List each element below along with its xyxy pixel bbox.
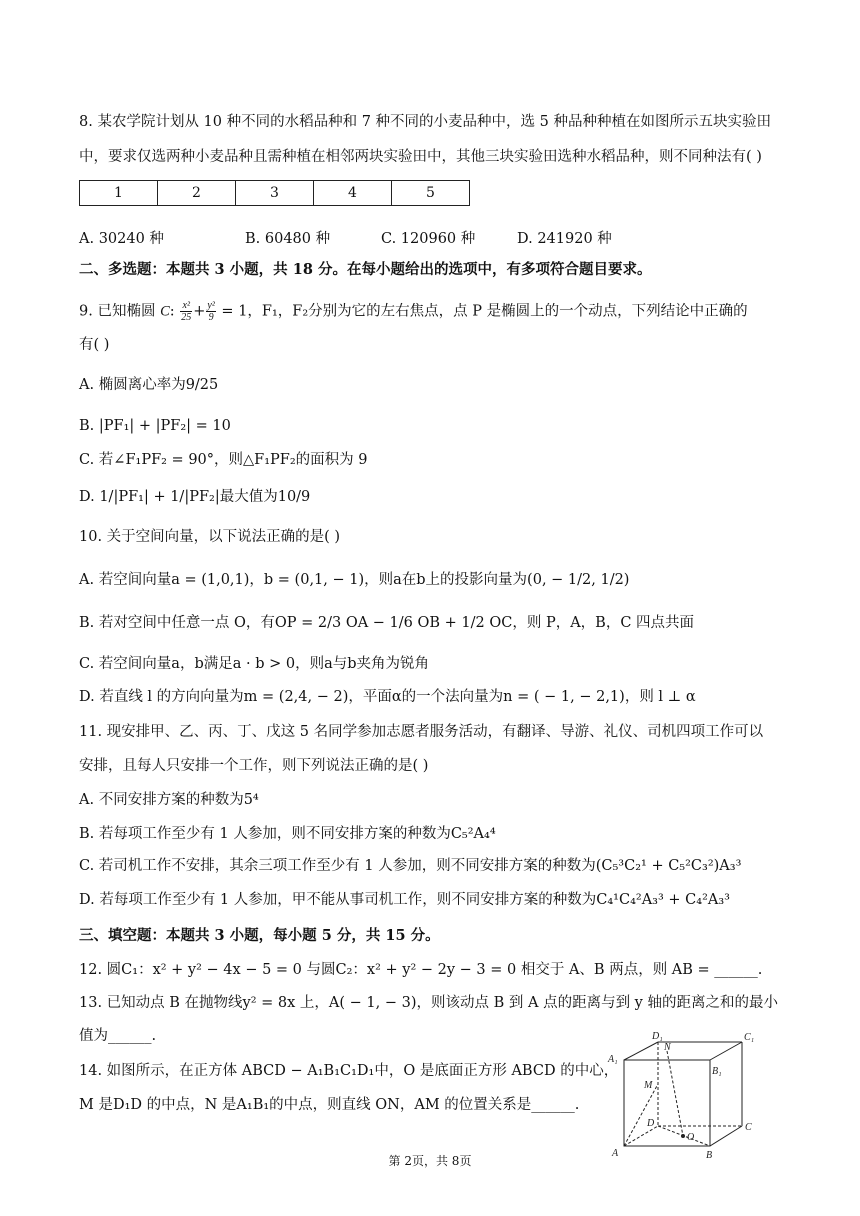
segment-on <box>667 1051 683 1136</box>
q10-option-b: B. 若对空间中任意一点 O，有OP = 2/3 OA − 1/6 OB + 1/2 OC，则 P，A，B，C 四点共面 <box>79 615 695 631</box>
field-3: 3 <box>236 181 314 205</box>
cube-edge-b1c1 <box>710 1042 742 1060</box>
field-1: 1 <box>80 181 158 205</box>
q11-option-b: B. 若每项工作至少有 1 人参加，则不同安排方案的种数为C₅²A₄⁴ <box>79 826 496 842</box>
q10-stem: 10. 关于空间向量，以下说法正确的是( ) <box>79 529 341 545</box>
cube-front-face <box>624 1060 710 1146</box>
label-c: C <box>745 1122 752 1133</box>
page-footer: 第 2页，共 8页 <box>388 1154 472 1168</box>
q8-options <box>79 227 779 247</box>
field-2: 2 <box>158 181 236 205</box>
q8-option-b: B. 60480 种 <box>245 231 331 247</box>
q9-stem-line2: 有( ) <box>79 337 110 353</box>
q10-option-a: A. 若空间向量a = (1,0,1)，b = (0,1, − 1)，则a在b上的投影向量为(0, − 1/2, 1/2) <box>79 572 630 588</box>
q9-option-a: A. 椭圆离心率为9/25 <box>79 377 219 393</box>
label-a1: A₁ <box>608 1054 618 1065</box>
label-b1: B₁ <box>712 1066 722 1077</box>
segment-am <box>624 1084 658 1146</box>
experiment-fields-diagram <box>79 180 470 206</box>
label-c1: C₁ <box>744 1032 755 1043</box>
field-4: 4 <box>314 181 392 205</box>
field-5: 5 <box>426 185 435 201</box>
label-m: M <box>644 1080 653 1091</box>
section-3-heading: 三、填空题：本题共 3 小题，每小题 5 分，共 15 分。 <box>79 927 440 944</box>
q10-option-c: C. 若空间向量a，b满足a · b > 0，则a与b夹角为锐角 <box>79 656 429 672</box>
ellipse-x-term: $\frac{\text{x²}}{25}$ <box>181 300 192 323</box>
cube-edge-a1d1 <box>624 1042 658 1060</box>
q10-option-d: D. 若直线 l 的方向向量为m = (2,4, − 2)，平面α的一个法向量为n = ( − 1, − 2,1)，则 l ⊥ α <box>79 689 696 705</box>
q8-option-c: C. 120960 种 <box>381 231 476 247</box>
q9-stem-pre: 9. 已知椭圆 <box>79 303 161 320</box>
q12-stem: 12. 圆C₁：x² + y² − 4x − 5 = 0 与圆C₂：x² + y² − 2y − 3 = 0 相交于 A、B 两点，则 AB = ______. <box>79 962 763 978</box>
label-b: B <box>706 1150 713 1161</box>
q14-stem-line1: 14. 如图所示，在正方体 ABCD − A₁B₁C₁D₁中，O 是底面正方形 ABCD 的中心， <box>79 1063 619 1079</box>
q11-option-d: D. 若每项工作至少有 1 人参加，甲不能从事司机工作，则不同安排方案的种数为C₄¹C₄²A₃³ + C₄²A₃³ <box>79 892 730 908</box>
q9-option-c: C. 若∠F₁PF₂ = 90°，则△F₁PF₂的面积为 9 <box>79 452 368 468</box>
q9-option-b: B. |PF₁| + |PF₂| = 10 <box>79 418 231 434</box>
q9-stem: 9. 已知椭圆 C: $\frac{\text{x²}}{25}$ + $\frac{\text{y²}}{9}$ = 1，F₁，F₂分别为它的左右焦点，点 P 是椭圆上的一个动点，下列结论中正确的 <box>79 300 748 323</box>
q9-option-d: D. 1/|PF₁| + 1/|PF₂|最大值为10/9 <box>79 489 311 505</box>
q8-stem-line1: 8. 某农学院计划从 10 种不同的水稻品种和 7 种不同的小麦品种中，选 5 种品种种植在如图所示五块实验田 <box>79 114 771 130</box>
q13-stem-line2: 值为______. <box>79 1028 157 1044</box>
label-n: N <box>664 1042 671 1053</box>
q8-option-d: D. 241920 种 <box>517 231 612 247</box>
q11-stem-line2: 安排，且每人只安排一个工作，则下列说法正确的是( ) <box>79 758 429 774</box>
cube-figure <box>602 1030 762 1165</box>
q13-stem-line1: 13. 已知动点 B 在抛物线y² = 8x 上，A( − 1, − 3)，则该动点 B 到 A 点的距离与到 y 轴的距离之和的最小 <box>79 995 778 1011</box>
label-d1: D₁ <box>652 1031 663 1042</box>
cube-edge-bc <box>710 1126 742 1146</box>
q8-stem-line2: 中，要求仅选两种小麦品种且需种植在相邻两块实验田中，其他三块实验田选种水稻品种，则不同种法有( ) <box>79 149 762 165</box>
ellipse-y-term: $\frac{\text{y²}}{9}$ <box>207 300 215 323</box>
q14-stem-line2: M 是D₁D 的中点，N 是A₁B₁的中点，则直线 ON，AM 的位置关系是______. <box>79 1097 580 1113</box>
q11-stem-line1: 11. 现安排甲、乙、丙、丁、戊这 5 名同学参加志愿者服务活动，有翻译、导游、礼仪、司机四项工作可以 <box>79 724 764 740</box>
point-o <box>681 1134 685 1138</box>
q11-option-c: C. 若司机工作不安排，其余三项工作至少有 1 人参加，则不同安排方案的种数为(C₅³C₂¹ + C₅²C₃²)A₃³ <box>79 858 742 874</box>
q9-stem-post: ，F₁，F₂分别为它的左右焦点，点 P 是椭圆上的一个动点，下列结论中正确的 <box>247 303 748 320</box>
label-a: A <box>612 1148 619 1159</box>
section-2-heading: 二、多选题：本题共 3 小题，共 18 分。在每小题给出的选项中，有多项符合题目要求。 <box>79 261 652 278</box>
label-o: O <box>687 1132 695 1143</box>
q11-option-a: A. 不同安排方案的种数为5⁴ <box>79 792 259 808</box>
label-d: D <box>647 1118 655 1129</box>
q8-option-a: A. 30240 种 <box>79 231 164 247</box>
